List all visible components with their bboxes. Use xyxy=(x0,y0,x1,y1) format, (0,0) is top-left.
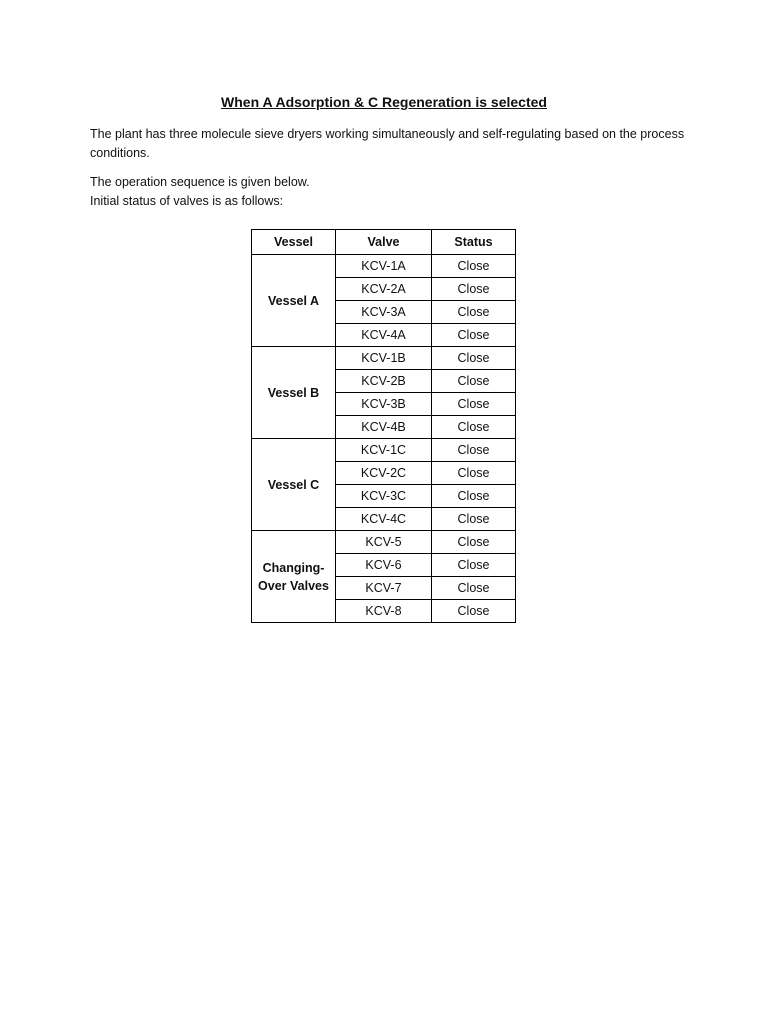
status-cell: Close xyxy=(432,439,516,462)
valve-cell: KCV-2A xyxy=(336,278,432,301)
vessel-cell xyxy=(252,531,336,623)
status-cell: Close xyxy=(432,301,516,324)
status-cell: Close xyxy=(432,554,516,577)
intro-paragraph: The plant has three molecule sieve dryers working simultaneously and self-regulating based on the process conditions. xyxy=(90,127,685,160)
valve-cell: KCV-1A xyxy=(336,255,432,278)
valve-cell: KCV-2B xyxy=(336,370,432,393)
status-cell: Close xyxy=(432,531,516,554)
vessel-cell xyxy=(252,347,336,439)
table-header-row xyxy=(252,230,516,255)
status-cell: Close xyxy=(432,255,516,278)
valve-cell: KCV-6 xyxy=(336,554,432,577)
valve-cell: KCV-7 xyxy=(336,577,432,600)
status-cell: Close xyxy=(432,485,516,508)
header-valve: Valve xyxy=(336,230,432,255)
status-cell: Close xyxy=(432,278,516,301)
sequence-paragraph xyxy=(90,173,690,211)
status-cell: Close xyxy=(432,600,516,623)
valve-cell: KCV-4C xyxy=(336,508,432,531)
vessel-label: Changing- xyxy=(262,560,325,575)
valve-cell: KCV-1C xyxy=(336,439,432,462)
table-row xyxy=(252,439,516,462)
vessel-label: Vessel C xyxy=(267,477,320,492)
valve-cell: KCV-1B xyxy=(336,347,432,370)
valve-cell: KCV-3B xyxy=(336,393,432,416)
header-vessel: Vessel xyxy=(252,230,336,255)
sequence-line: The operation sequence is given below. xyxy=(90,175,310,189)
initial-status-line: Initial status of valves is as follows: xyxy=(90,194,284,208)
status-cell: Close xyxy=(432,370,516,393)
valve-cell: KCV-5 xyxy=(336,531,432,554)
valve-cell: KCV-2C xyxy=(336,462,432,485)
vessel-cell xyxy=(252,255,336,347)
table-row xyxy=(252,255,516,278)
status-cell: Close xyxy=(432,508,516,531)
valve-cell: KCV-3A xyxy=(336,301,432,324)
table-row xyxy=(252,531,516,554)
vessel-label: Vessel B xyxy=(267,385,320,400)
valve-cell: KCV-8 xyxy=(336,600,432,623)
valve-cell: KCV-4B xyxy=(336,416,432,439)
status-cell: Close xyxy=(432,393,516,416)
status-cell: Close xyxy=(432,416,516,439)
vessel-label: Vessel A xyxy=(268,293,319,308)
vessel-label-line2: Over Valves xyxy=(258,578,329,593)
header-status: Status xyxy=(432,230,516,255)
status-cell: Close xyxy=(432,462,516,485)
valve-cell: KCV-3C xyxy=(336,485,432,508)
page-title: When A Adsorption & C Regeneration is selected xyxy=(221,94,547,110)
valve-status-table xyxy=(251,229,516,623)
status-cell: Close xyxy=(432,347,516,370)
valve-cell: KCV-4A xyxy=(336,324,432,347)
table-row xyxy=(252,347,516,370)
status-cell: Close xyxy=(432,577,516,600)
status-cell: Close xyxy=(432,324,516,347)
vessel-cell xyxy=(252,439,336,531)
